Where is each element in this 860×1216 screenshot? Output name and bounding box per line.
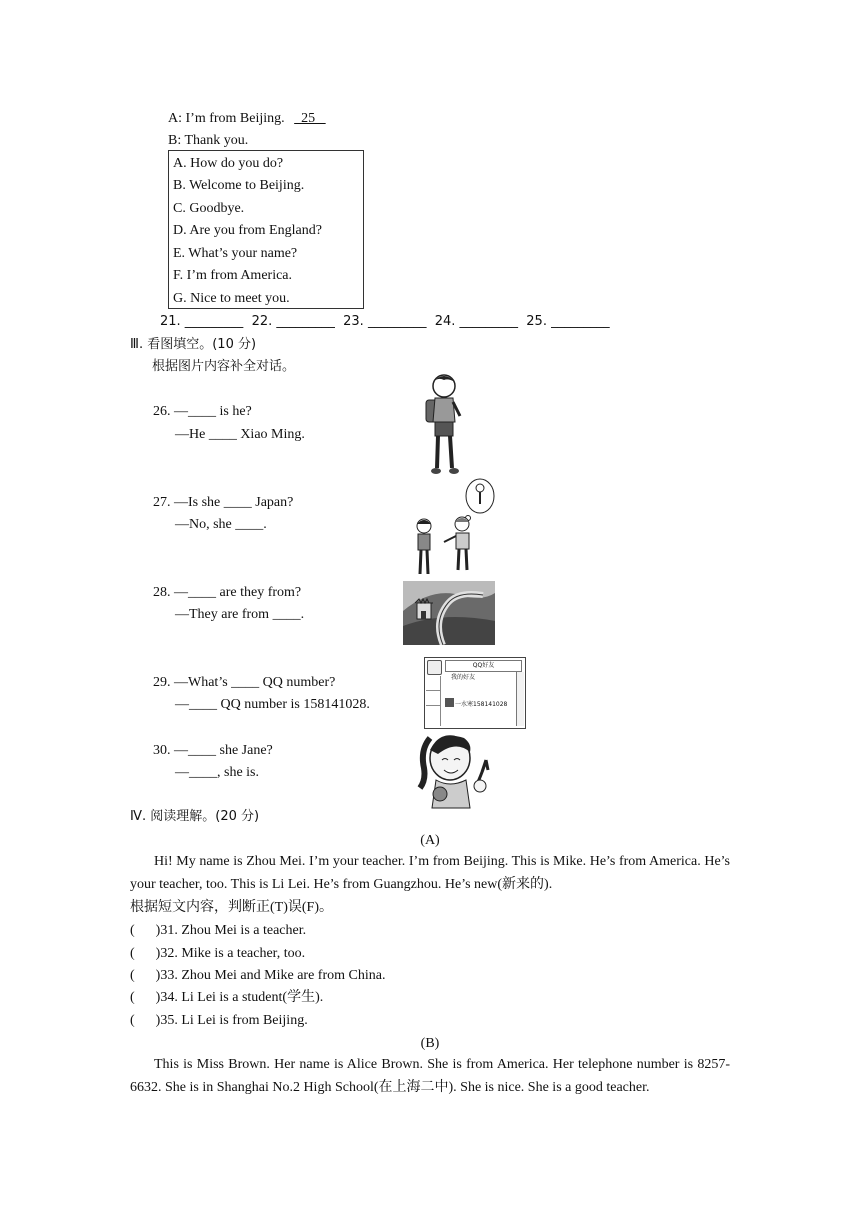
dialog-a-text: A: I’m from Beijing. [168, 111, 285, 126]
option-c: C. Goodbye. [173, 200, 245, 216]
options-box [168, 150, 364, 309]
two-boys-thought-bubble-picture [408, 478, 498, 580]
section4-heading: Ⅳ. 阅读理解。(20 分) [130, 809, 260, 824]
statement-31: ( )31. Zhou Mei is a teacher. [130, 923, 307, 938]
dialog-b-line: B: Thank you. [168, 133, 249, 148]
qq-scrollbar [516, 672, 524, 726]
statement-34: ( )34. Li Lei is a student(学生). [130, 990, 324, 1005]
part-b-label: (B) [420, 1036, 440, 1051]
option-f: F. I’m from America. [173, 268, 293, 283]
part-a-label: (A) [420, 833, 440, 848]
statement-33: ( )33. Zhou Mei and Mike are from China. [130, 968, 386, 983]
qq-side-tab [426, 676, 440, 691]
q29-question: 29. —What’s ____ QQ number? [153, 675, 336, 690]
statement-32: ( )32. Mike is a teacher, too. [130, 946, 306, 961]
qq-window-title: QQ好友 [445, 660, 522, 672]
part-a-instruction: 根据短文内容，判断正(T)误(F)。 [130, 900, 333, 915]
section3-instruction: 根据图片内容补全对话。 [152, 359, 296, 374]
qq-avatar [427, 660, 442, 675]
answer-blanks-line: 21. _________ 22. _________ 23. _________ 24. _________ 25. _________ [160, 314, 610, 329]
statement-35: ( )35. Li Lei is from Beijing. [130, 1013, 308, 1028]
option-b: B. Welcome to Beijing. [173, 178, 305, 193]
q26-question: 26. —____ is he? [153, 404, 252, 419]
qq-contact-avatar [445, 698, 454, 707]
qq-side-panel [426, 676, 441, 726]
q28-answer: —They are from ____. [175, 607, 305, 622]
qq-group-label: 我的好友 [451, 674, 476, 681]
section3-heading: Ⅲ. 看图填空。(10 分) [130, 337, 257, 352]
blank-25: 25 [294, 111, 326, 126]
q27-answer: —No, she ____. [175, 517, 267, 532]
girl-ponytail-picture [416, 730, 498, 810]
option-d: D. Are you from England? [173, 223, 322, 238]
part-a-passage: Hi! My name is Zhou Mei. I’m your teacher. I’m from Beijing. This is Mike. He’s from America. He’s your teacher, too. This is Li Lei. He’s from Guangzhou. He’s new(新来的). [130, 854, 730, 892]
qq-contact: 一水寒158141028 [455, 701, 508, 708]
q30-question: 30. —____ she Jane? [153, 743, 273, 758]
q29-answer: —____ QQ number is 158141028. [175, 697, 370, 712]
q30-answer: —____, she is. [175, 765, 259, 780]
q27-question: 27. —Is she ____ Japan? [153, 495, 294, 510]
dialog-a-line [168, 110, 326, 128]
option-a: A. How do you do? [173, 156, 284, 171]
great-wall-picture [403, 581, 495, 645]
qq-window-picture [424, 657, 526, 729]
option-e: E. What’s your name? [173, 245, 298, 261]
q28-question: 28. —____ are they from? [153, 585, 302, 600]
qq-side-tab [426, 691, 440, 706]
q26-answer: —He ____ Xiao Ming. [175, 427, 305, 442]
option-g: G. Nice to meet you. [173, 290, 290, 306]
boy-with-backpack-picture [418, 370, 470, 478]
part-b-passage: This is Miss Brown. Her name is Alice Brown. She is from America. Her telephone number is 8257-6632. She is in Shanghai No.2 High School(在上海二中). She is nice. She is a good teacher. [130, 1057, 730, 1095]
